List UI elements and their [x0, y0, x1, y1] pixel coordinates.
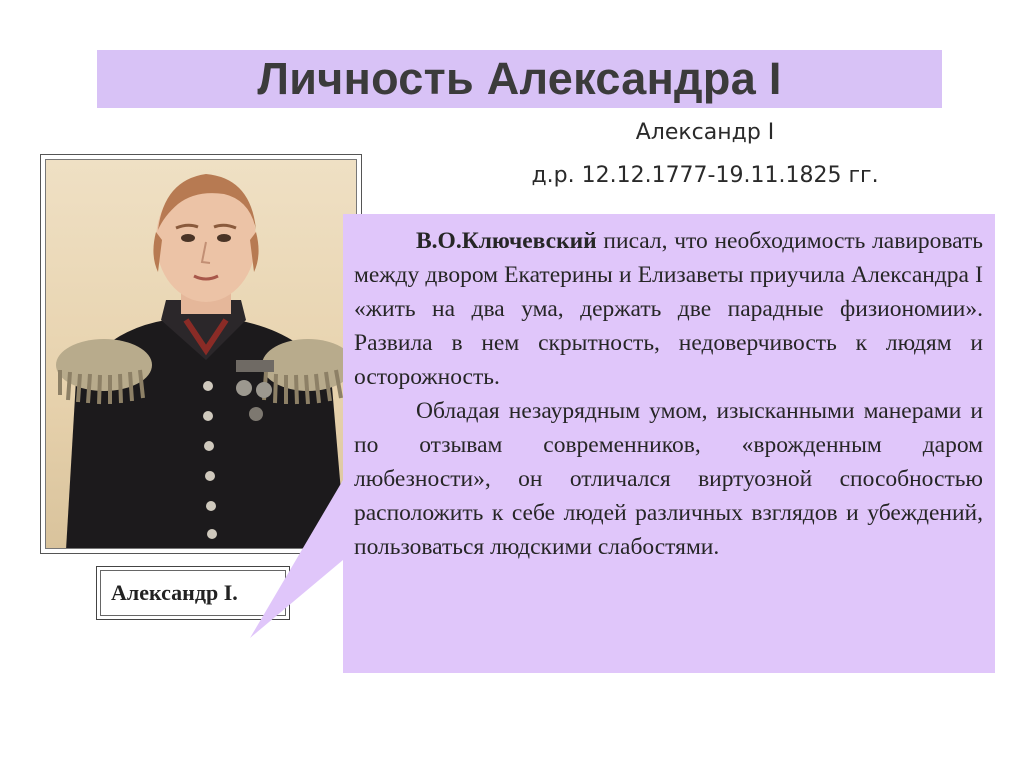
subtitle-dates: д.р. 12.12.1777-19.11.1825 гг.	[531, 163, 879, 188]
quote-paragraph-1-text: писал, что необходимость лавировать между двором Екатерины и Елизаветы приучила Александра I «жить на два ума, держать две парадные физиономии». Развила в нем скрытность, недоверчивость к людям и осторожность.	[354, 228, 983, 390]
slide-title: Личность Александра I	[257, 53, 782, 104]
quote-callout	[343, 214, 995, 673]
quote-author: В.О.Ключевский	[416, 228, 597, 254]
subtitle-name: Александр I	[635, 120, 775, 145]
quote-paragraph-2: Обладая незаурядным умом, изысканными манерами и по отзывам современников, «врожденным даром любезности», он отличался виртуозной способностью расположить к себе людей различных взглядов и убеждений, пользоваться людскими слабостями.	[354, 398, 983, 560]
quote-paragraph-1	[354, 224, 983, 394]
portrait-caption: Александр I.	[111, 580, 238, 605]
